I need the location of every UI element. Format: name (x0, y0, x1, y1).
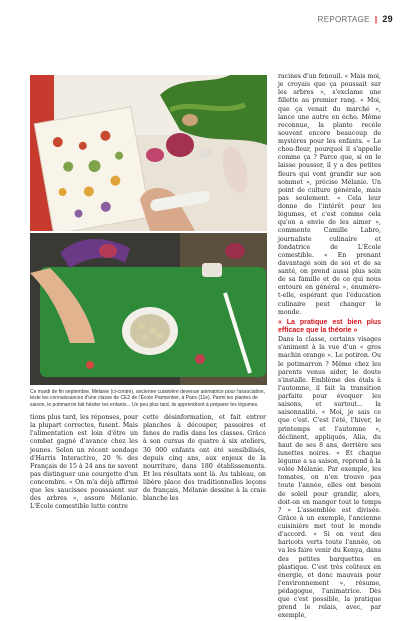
article-column-1 (30, 414, 138, 512)
photo-children-cutting-board (30, 233, 267, 385)
photo-vegetables-and-poster (30, 75, 267, 231)
column-3-paragraph-1: racines d'un fenouil. « Mais moi, je croyais que ça poussait sur les arbres », s'exclame une fillette au premier rang. « Moi, que ça venait du marché », lance une autre en écho. Même reconnue, la plante recèle souvent encore beaucoup de mystères pour les enfants. « Le chou-fleur, pourquoi il s'appelle comme ça ? Parce que, si on le laisse pousser, il y a des petites fleurs qui vont grandir sur son sommet », précise Mélanie. Un point de culture générale, mais pas seulement. « Cela leur donne de l'intérêt pour les légumes, et c'est comme cela qu'on a envie de les aimer », commente Camille Labro, journaliste culinaire et fondatrice de L'École comestible. « En prenant davantage soin de soi et de sa santé, on prend aussi plus soin de sa famille et de ce qui nous entoure en général », énumère-t-elle, espérant que l'éducation culinaire peut changer le monde. (278, 73, 381, 316)
article-column-3 (278, 73, 381, 621)
page-header (318, 14, 393, 24)
column-1-text: tions plus tard, les réponses, pour la plupart correctes, fusent. Mais l'alimentation est loin d'être un combat gagné d'avance chez les jeunes. Selon un récent sondage d'Harris Interactive, 20 % des Français de 15 à 24 ans ne savent pas distinguer une courgette d'un concombre. « On m'a déjà affirmé que les saucisses poussaient sur des arbres », assure Mélanie. L'École comestible lutte contre (30, 414, 138, 511)
article-column-2 (143, 414, 266, 503)
section-label: REPORTAGE (317, 14, 370, 24)
article-subheading: « La pratique est bien plus efficace que la théorie » (278, 318, 381, 334)
column-2-text: cette désinformation, et fait entrer planches à découper, passoires et fanes de radis dans les classes. Grâce à son cursus de quatre à six ateliers, 30 000 enfants ont été sensibilisés, depuis cinq ans, aux enjeux de la nourriture, dans 180 établissements. Et les résultats sont là. Au tableau, on libère place des traditionnelles leçons de français, Mélanie dessine à la craie blanche les (143, 414, 266, 503)
photo-caption: Ce mardi de fin septembre, Mélanie (ci-contre), ancienne cuisinière devenue animatrice pour l'association, teste les connaissances d'une classe de CE2 de l'École Parmentier, à Paris (11e). Parmi les plantes de saison, le potimarron fait hésiter les enfants... Un peu plus tard, ils apprendront à préparer les légumes. (30, 389, 265, 408)
header-separator: | (374, 14, 378, 24)
page-number: 29 (382, 14, 393, 24)
column-3-paragraph-2: Dans la classe, certains visages s'animent à la vue d'un « gros machin orange ». Le potiron. Ou le potimarron ? Même chez les parents venus aider, le doute s'installe. Emblème des étals à l'automne, il fait la transition parfaite pour évoquer les saisons, et surtout... la saisonnalité. « Moi, je sais ce que c'est. C'est l'été, l'hiver, le printemps et l'automne », déclinent, appliqués, Alia, du haut de ses 8 ans, derrière ses lunettes noires. « Et chaque légume a sa saison, reprend à la volée Mélanie. Par exemple, les tomates, on n'en trouve pas toute l'année, elles ont besoin de soleil pour grandir, alors, doit-on en manger tout le temps ? » L'assemblée est divisée. Grâce à un exemple, l'ancienne cuisinière met tout le monde d'accord. « Si on veut des haricots verts toute l'année, on va les faire venir du Kenya, dans des petites barquettes en plastique. C'est très coûteux en énergie, et donc mauvais pour l'environnement », résume, pédagogue, l'animatrice. Dès que c'est possible, la pratique prend le relais, avec, par exemple, (278, 336, 381, 620)
